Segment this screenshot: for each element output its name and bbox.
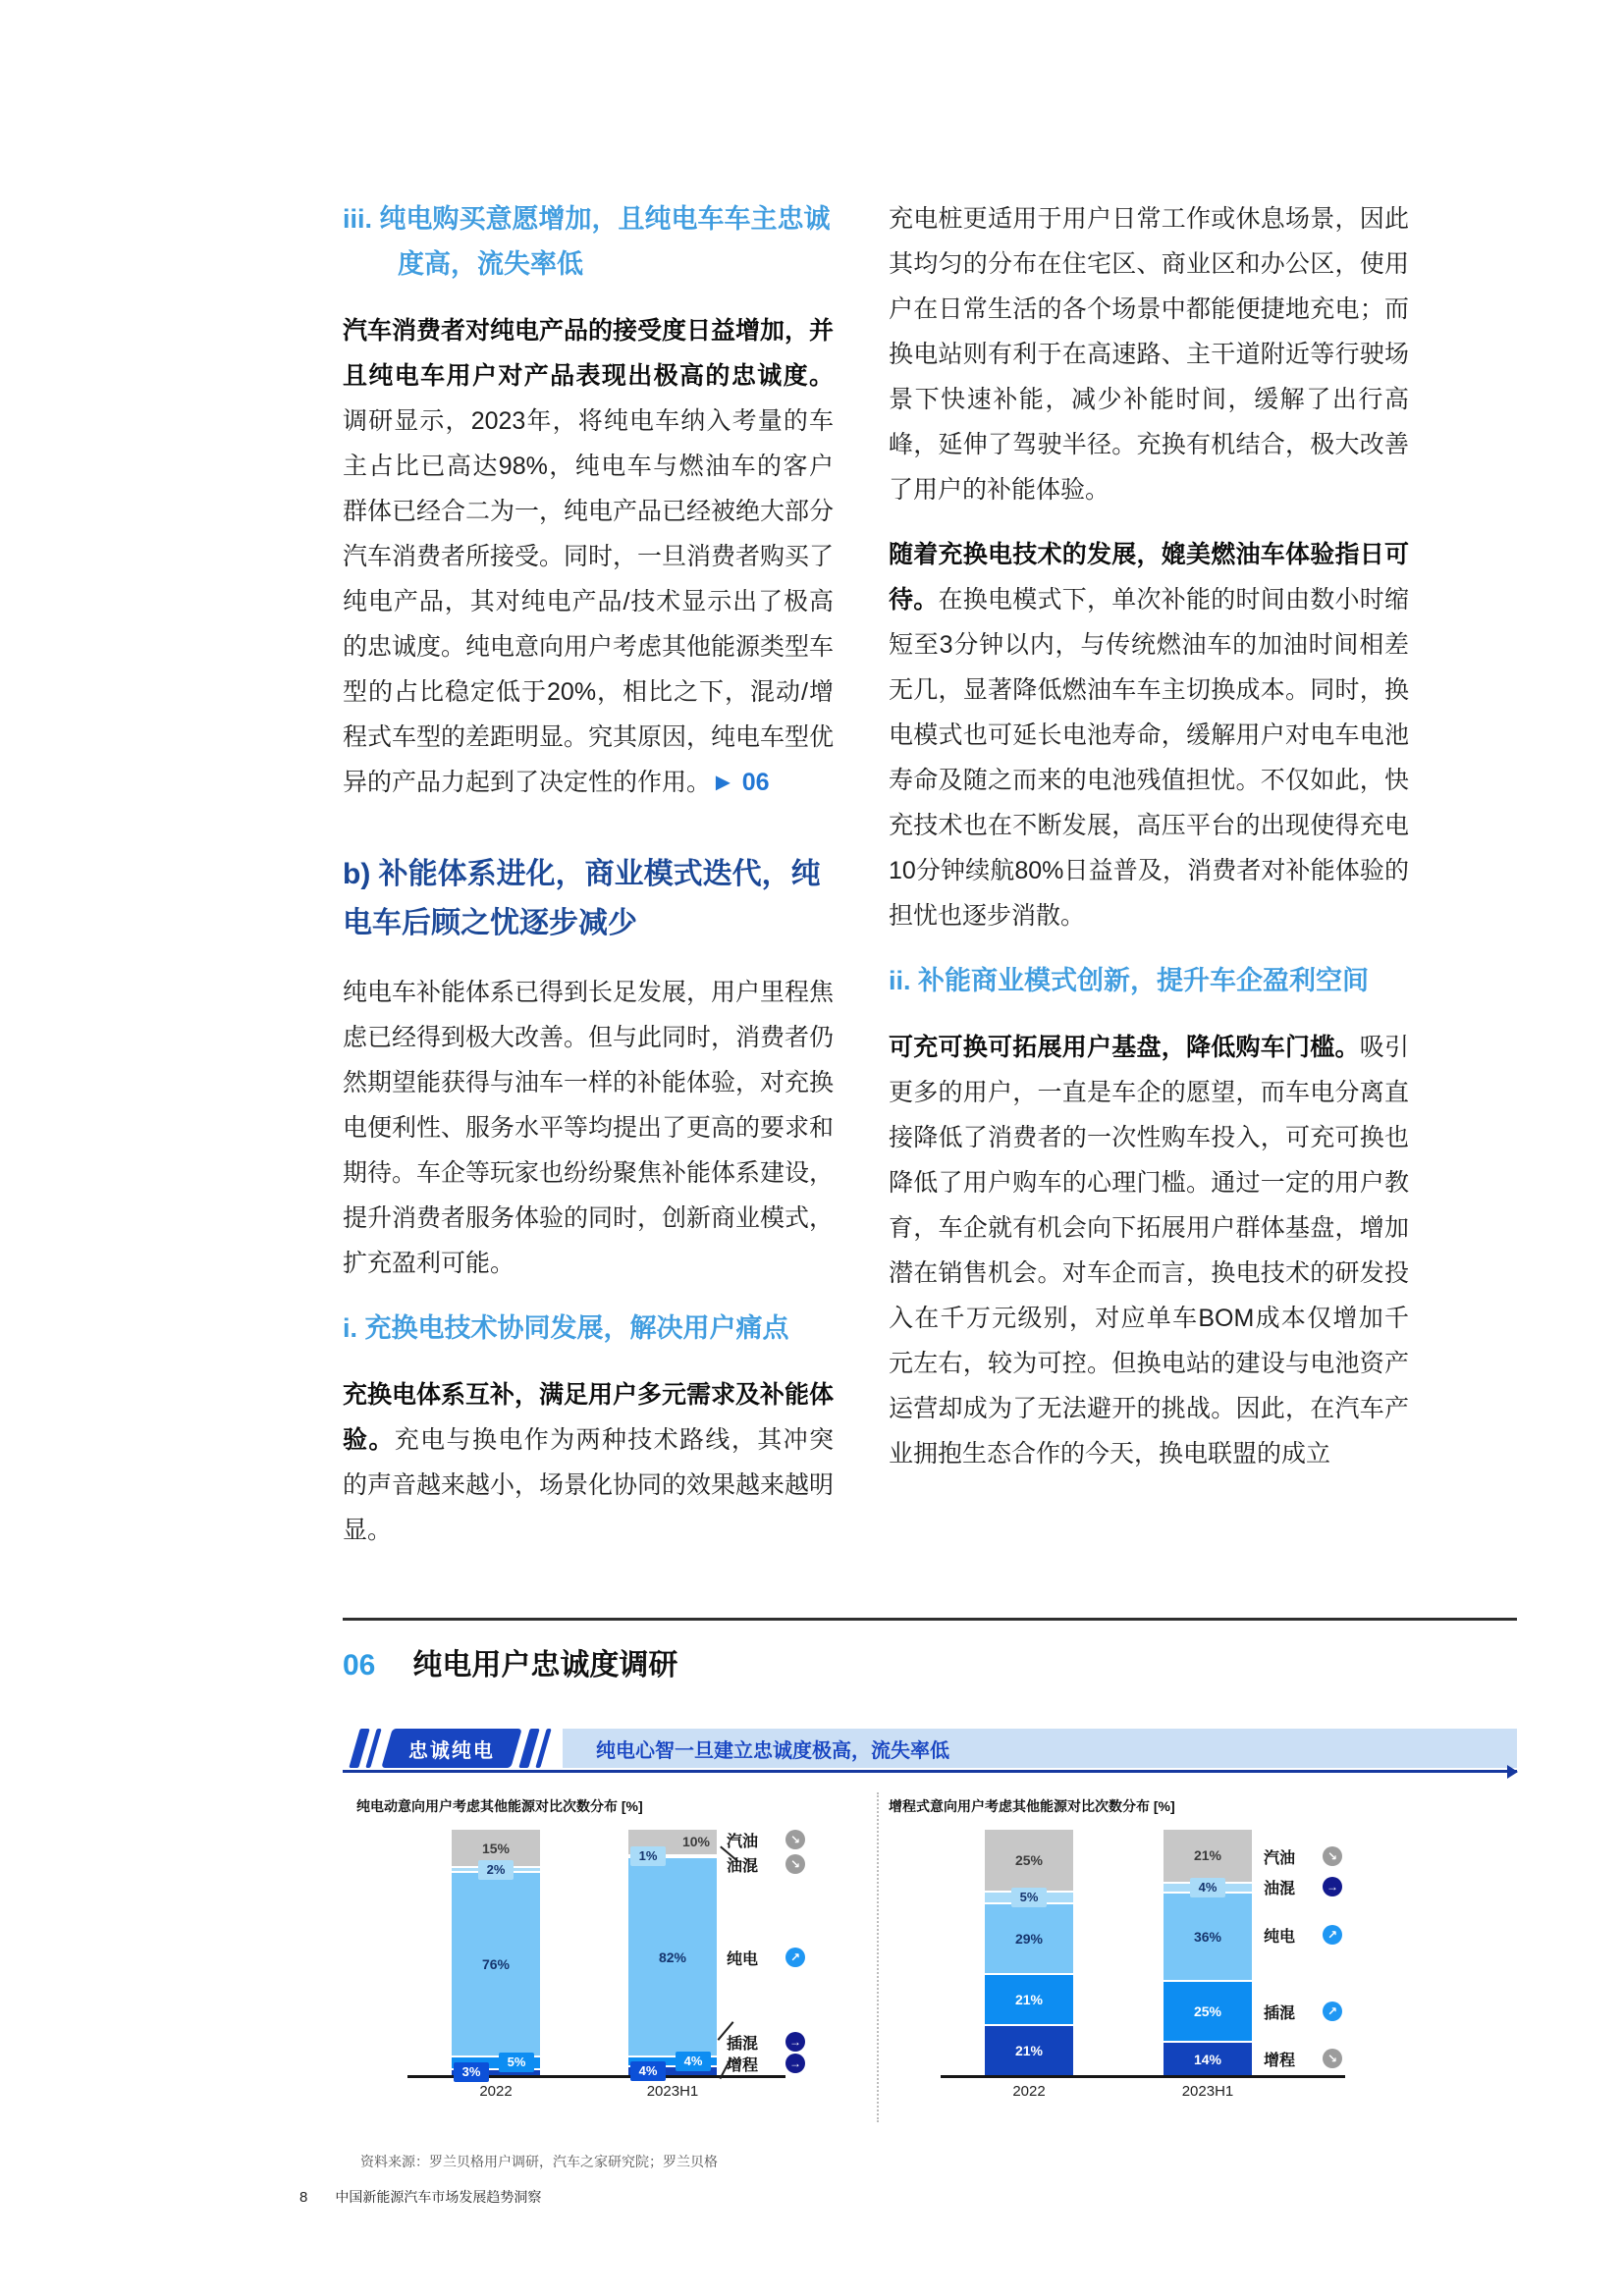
bar-value-label: 36% (1193, 1928, 1222, 1945)
bar-segment-gasoline (1164, 1830, 1252, 1882)
bar-value-label: 4% (1190, 1878, 1225, 1897)
legend-label-erev: 增程 (727, 2056, 759, 2074)
bar-segment-phev (1164, 1980, 1252, 2042)
axis-label-2023H1: 2023H1 (646, 2083, 699, 2100)
paragraph-charge-swap (343, 1372, 834, 1553)
paragraph-lead: 随着充换电技术的发展，媲美燃油车体验指日可待。 (889, 541, 1409, 614)
bar-value-label: 21% (1014, 1992, 1044, 2008)
legend-item-bev (1264, 1924, 1342, 1946)
paragraph-body: 在换电模式下，单次补能的时间由数小时缩短至3分钟以内，与传统燃油车的加油时间相差无几，显著降低燃油车车主切换成本。同时，换电模式也可延长电池寿命，缓解用户对电车电池寿命及随之而来的电池残值担忧。不仅如此，快充技术也在不断发展，高压平台的出现使得充电10分钟续航80%日益普及，消费者对补能体验的担忧也逐步消散。 (889, 586, 1409, 930)
legend-label-phev: 插混 (1264, 2004, 1296, 2022)
legend-label-bev: 纯电 (727, 1950, 759, 1968)
stacked-bar-2023H1 (628, 1830, 717, 2079)
bar-value-label: 4% (676, 2052, 711, 2071)
bar-segment-bev (985, 1902, 1073, 1973)
bar-segment-bev (628, 1856, 717, 2056)
paragraph-charging-system: 纯电车补能体系已得到长足发展，用户里程焦虑已经得到极大改善。但与此同时，消费者仍然期望能获得与油车一样的补能体验，对充换电便利性、服务水平等均提出了更高的要求和期待。车企等玩家也纷纷聚焦补能体系建设，提升消费者服务体验的同时，创新商业模式，扩充盈利可能。 (343, 979, 835, 1277)
bar-value-label: 25% (1193, 2002, 1222, 2019)
bar-value-label: 5% (1011, 1888, 1047, 1907)
main-content (343, 196, 1517, 2171)
chart-title: 纯电动意向用户考虑其他能源对比次数分布 [%] (356, 1798, 643, 1814)
figure-header (343, 1640, 1517, 1683)
bar-segment-gasoline (985, 1830, 1073, 1891)
legend-item-hev (727, 1853, 805, 1875)
banner-badge-label: 忠诚纯电 (408, 1739, 495, 1762)
figure-title: 纯电用户忠诚度调研 (412, 1649, 678, 1682)
bar-value-label: 10% (681, 1834, 710, 1850)
bar-value-label: 1% (630, 1846, 666, 1866)
bar-value-label: 14% (1193, 2051, 1222, 2067)
banner-arrow-line (343, 1770, 1517, 1773)
banner-badge (381, 1729, 521, 1768)
banner-text: 纯电心智一旦建立忠诚度极高，流失率低 (596, 1739, 949, 1762)
heading-i-charging-swap-tech: i. 充换电技术协同发展，解决用户痛点 (343, 1313, 789, 1343)
trend-down-icon: ↘ (785, 1854, 805, 1874)
bar-value-label: 3% (454, 2062, 489, 2082)
bar-value-label: 4% (630, 2061, 666, 2081)
figure-number: 06 (343, 1649, 376, 1682)
legend-label-erev: 增程 (1264, 2052, 1296, 2069)
trend-down-icon: ↘ (1323, 1846, 1342, 1866)
bar-segment-bev (1164, 1892, 1252, 1980)
paragraph-body: 调研显示，2023年，将纯电车纳入考量的车主占比已高达98%，纯电车与燃油车的客户群体已经合二为一，纯电产品已经被绝大部分汽车消费者所接受。同时，一旦消费者购买了纯电产品，其对纯电产品/技术显示出了极高的忠诚度。纯电意向用户考虑其他能源类型车型的占比稳定低于20%，相比之下，混动/增程式车型的差距明显。究其原因，纯电车型优异的产品力起到了决定性的作用。 (343, 407, 835, 796)
trend-up-icon: ↗ (785, 1948, 805, 1967)
chart-plot (863, 1830, 1517, 2124)
bar-segment-hev (1164, 1879, 1252, 1895)
chart-erev-intent (863, 1796, 1517, 2124)
bar-segment-bev (452, 1871, 540, 2056)
bar-segment-erev (1164, 2041, 1252, 2075)
banner-strip (563, 1729, 1517, 1768)
bar-segment-phev (985, 1973, 1073, 2024)
axis-label-2022: 2022 (1012, 2083, 1046, 2100)
chart-title: 增程式意向用户考虑其他能源对比次数分布 [%] (889, 1798, 1175, 1814)
trend-flat-icon: → (785, 2054, 805, 2073)
axis-label-2022: 2022 (479, 2083, 513, 2100)
legend-label-gasoline: 汽油 (727, 1833, 759, 1850)
legend-item-gasoline (1264, 1845, 1342, 1867)
bar-value-label: 5% (499, 2053, 534, 2072)
trend-flat-icon: → (1323, 1877, 1342, 1896)
trend-down-icon: ↘ (1323, 2049, 1342, 2068)
bar-value-label: 76% (481, 1956, 511, 1973)
legend-label-phev: 插混 (727, 2035, 759, 2053)
legend-item-hev (1264, 1876, 1342, 1897)
bar-value-label: 2% (478, 1860, 514, 1880)
legend-item-bev (727, 1947, 805, 1968)
paragraph-lead: 汽车消费者对纯电产品的接受度日益增加，并且纯电车用户对产品表现出极高的忠诚度。 (343, 317, 835, 390)
paragraph-bev-loyalty (343, 308, 834, 805)
bar-value-label: 25% (1014, 1851, 1044, 1868)
trend-flat-icon: → (785, 2032, 805, 2052)
chart-bev-intent (343, 1796, 863, 2124)
trend-down-icon: ↘ (785, 1830, 805, 1849)
loyalty-banner (343, 1729, 1517, 1768)
heading-iii-bev-purchase-intent: iii. 纯电购买意愿增加，且纯电车车主忠诚度高，流失率低 (343, 204, 831, 279)
figure-06-reference: ► 06 (711, 769, 770, 796)
stacked-bar-2022 (985, 1830, 1073, 2075)
legend-item-gasoline (727, 1829, 805, 1850)
bar-value-label: 21% (1014, 2043, 1044, 2059)
legend-label-hev: 油混 (727, 1857, 759, 1875)
paragraph-lead: 可充可换可拓展用户基盘，降低购车门槛。 (889, 1034, 1360, 1061)
legend-label-bev: 纯电 (1264, 1928, 1296, 1946)
trend-up-icon: ↗ (1323, 1925, 1342, 1945)
paragraph-body: 吸引更多的用户，一直是车企的愿望，而车电分离直接降低了消费者的一次性购车投入，可充可换也降低了用户购车的心理门槛。通过一定的用户教育，车企就有机会向下拓展用户群体基盘，增加潜在销售机会。对车企而言，换电技术的研发投入在千万元级别，对应单车BOM成本仅增加千元左右，较为可控。但换电站的建设与电池资产运营却成为了无法避开的挑战。因此，在汽车产业拥抱生态合作的今天，换电联盟的成立 (889, 1034, 1409, 1468)
source-note: 资料来源：罗兰贝格用户调研，汽车之家研究院；罗兰贝格 (360, 2154, 718, 2169)
paragraph-business-model (889, 1025, 1409, 1476)
legend-item-phev (1264, 2001, 1342, 2022)
bar-value-label: 21% (1193, 1847, 1222, 1864)
bar-value-label: 82% (658, 1949, 687, 1965)
legend-item-erev (727, 2053, 805, 2074)
legend-label-hev: 油混 (1264, 1880, 1296, 1897)
paragraph-body: 充电与换电作为两种技术路线，其冲突的声音越来越小，场景化协同的效果越来越明显。 (343, 1426, 835, 1544)
trend-up-icon: ↗ (1323, 2002, 1342, 2021)
footer-report-title: 中国新能源汽车市场发展趋势洞察 (335, 2189, 542, 2205)
stacked-bar-2023H1 (1164, 1830, 1252, 2075)
column-right (889, 196, 1409, 1573)
legend-item-erev (1264, 2048, 1342, 2069)
legend-label-gasoline: 汽油 (1264, 1849, 1296, 1867)
legend-item-phev (727, 2031, 805, 2053)
text-columns (343, 196, 1517, 1573)
bar-segment-erev (985, 2024, 1073, 2075)
bar-value-label: 15% (481, 1840, 511, 1856)
heading-ii-business-model: ii. 补能商业模式创新，提升车企盈利空间 (889, 966, 1370, 995)
figure-top-rule (343, 1618, 1517, 1621)
paragraph-charging-pile: 充电桩更适用于用户日常工作或休息场景，因此其均匀的分布在住宅区、商业区和办公区，使用户在日常生活的各个场景中都能便捷地充电；而换电站则有利于在高速路、主干道附近等行驶场景下快速补能，减少补能时间，缓解了出行高峰，延伸了驾驶半径。充换有机结合，极大改善了用户的补能体验。 (889, 205, 1409, 504)
paragraph-swap-experience (889, 532, 1409, 938)
stacked-bar-2022 (452, 1830, 540, 2080)
bar-value-label: 29% (1014, 1931, 1044, 1948)
heading-b-energy-system: b) 补能体系进化，商业模式迭代，纯电车后顾之忧逐步减少 (343, 858, 821, 939)
page-number: 8 (299, 2189, 308, 2206)
figure-06-section (343, 1618, 1517, 2171)
charts-row (343, 1796, 1517, 2124)
chart-plot (343, 1830, 863, 2124)
bar-segment-hev (985, 1890, 1073, 1905)
axis-label-2023H1: 2023H1 (1181, 2083, 1234, 2100)
column-left (343, 196, 834, 1573)
paragraph-lead: 充换电体系互补，满足用户多元需求及补能体验。 (343, 1381, 835, 1454)
page-footer (299, 2187, 541, 2207)
